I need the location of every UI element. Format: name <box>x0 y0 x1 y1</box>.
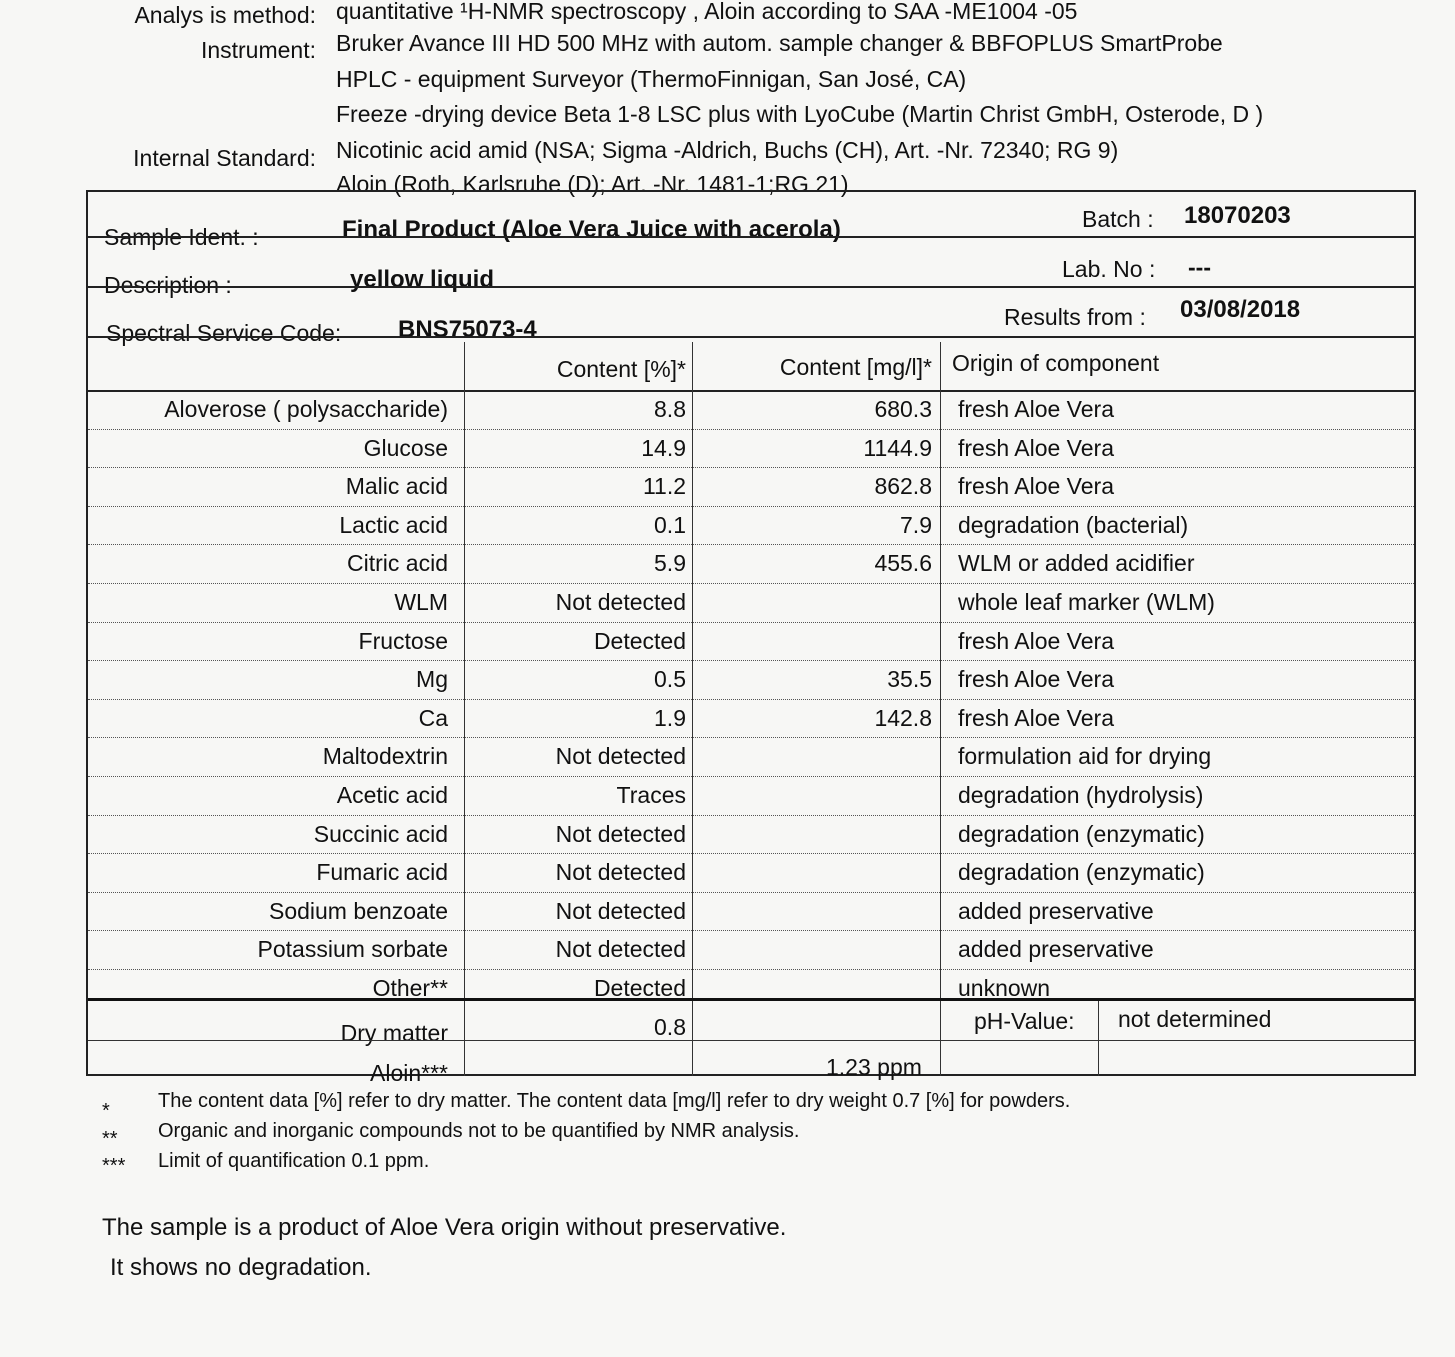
component-name: Ca <box>418 704 448 731</box>
content-pct: Not detected <box>555 743 686 770</box>
header-content-mg: Content [mg/l]* <box>779 354 932 380</box>
component-name: Maltodextrin <box>322 743 448 770</box>
component-origin: degradation (enzymatic) <box>958 859 1205 886</box>
results-table <box>86 190 1416 1086</box>
footnote-1-text: The content data [%] refer to dry matter. The content data [mg/l] refer to dry weight 0.7 [%] for powders. <box>158 1090 1071 1112</box>
component-name: Fumaric acid <box>316 859 448 886</box>
content-mg: 142.8 <box>874 704 932 731</box>
instrument-label: Instrument: <box>200 37 316 63</box>
description-value: yellow liquid <box>350 266 495 293</box>
conclusion-line-1: The sample is a product of Aloe Vera origin without preservative. <box>102 1214 787 1241</box>
component-origin: fresh Aloe Vera <box>958 473 1114 500</box>
component-origin: WLM or added acidifier <box>958 550 1195 577</box>
content-pct: 5.9 <box>654 550 686 577</box>
content-pct: 14.9 <box>641 434 686 461</box>
header-origin: Origin of component <box>952 350 1160 376</box>
lab-no-value: --- <box>1188 254 1211 280</box>
component-origin: added preservative <box>958 936 1154 963</box>
dry-matter-label: Dry matter <box>340 1020 448 1046</box>
component-origin: formulation aid for drying <box>958 743 1212 770</box>
header-content-pct: Content [%]* <box>556 356 686 382</box>
component-name: Potassium sorbate <box>257 936 448 963</box>
spectral-code-label: Spectral Service Code: <box>106 320 342 346</box>
footnote-2-text: Organic and inorganic compounds not to be quantified by NMR analysis. <box>158 1120 800 1142</box>
standard-line-1: Nicotinic acid amid (NSA; Sigma -Aldrich, Buchs (CH), Art. -Nr. 72340; RG 9) <box>336 137 1119 163</box>
component-origin: fresh Aloe Vera <box>958 704 1114 731</box>
component-origin: unknown <box>958 975 1051 1001</box>
content-mg: 680.3 <box>874 396 932 422</box>
component-origin: degradation (bacterial) <box>958 511 1189 538</box>
instrument-line-1: Bruker Avance III HD 500 MHz with autom. sample changer & BBFOPLUS SmartProbe <box>336 30 1223 56</box>
component-name: Acetic acid <box>336 782 448 808</box>
component-origin: fresh Aloe Vera <box>958 434 1114 461</box>
content-pct: 0.5 <box>654 666 686 693</box>
content-mg: 35.5 <box>887 666 932 693</box>
component-name: WLM <box>394 589 448 615</box>
batch-value: 18070203 <box>1184 202 1291 229</box>
ph-value: not determined <box>1118 1006 1272 1032</box>
content-pct: Not detected <box>555 589 686 615</box>
spectral-code-value: BNS75073-4 <box>398 316 537 343</box>
component-name: Lactic acid <box>339 511 448 538</box>
component-origin: fresh Aloe Vera <box>958 396 1114 422</box>
content-pct: Detected <box>593 975 686 1001</box>
aloin-value: 1.23 ppm <box>826 1054 922 1080</box>
footnote-1-mark: * <box>102 1100 110 1122</box>
component-name: Mg <box>416 666 448 693</box>
method-value: quantitative ¹H-NMR spectroscopy , Aloin according to SAA -ME1004 -05 <box>336 0 1078 24</box>
content-pct: 8.8 <box>654 396 686 422</box>
component-name: Citric acid <box>347 550 448 577</box>
content-pct: Not detected <box>555 936 686 963</box>
aloin-label: Aloin*** <box>370 1060 448 1086</box>
method-label: Analys is method: <box>134 2 316 28</box>
component-name: Aloverose ( polysaccharide) <box>164 396 448 422</box>
results-from-value: 03/08/2018 <box>1180 296 1301 323</box>
content-mg <box>700 776 932 815</box>
instrument-line-3: Freeze -drying device Beta 1-8 LSC plus with LyoCube (Martin Christ GmbH, Osterode, D ) <box>336 101 1264 127</box>
component-origin: fresh Aloe Vera <box>958 627 1114 654</box>
lab-no-label: Lab. No : <box>1062 256 1156 282</box>
sample-ident-label: Sample Ident. : <box>104 224 259 250</box>
content-mg: 862.8 <box>874 473 932 500</box>
component-name: Succinic acid <box>313 820 448 847</box>
component-name: Malic acid <box>345 473 448 500</box>
component-origin: degradation (enzymatic) <box>958 820 1205 847</box>
component-origin: added preservative <box>958 897 1154 924</box>
content-mg <box>700 622 932 661</box>
content-mg <box>700 892 932 931</box>
content-pct: Not detected <box>555 820 686 847</box>
batch-label: Batch : <box>1082 206 1154 232</box>
content-mg <box>700 930 932 969</box>
component-origin: degradation (hydrolysis) <box>958 782 1204 808</box>
conclusion-line-2: It shows no degradation. <box>110 1254 372 1281</box>
content-mg: 1144.9 <box>863 434 932 461</box>
footnote-2-mark: ** <box>102 1128 118 1150</box>
content-mg <box>700 969 932 1008</box>
content-mg <box>700 583 932 622</box>
content-pct: Traces <box>616 782 686 808</box>
content-pct: 11.2 <box>642 473 686 500</box>
instrument-line-2: HPLC - equipment Surveyor (ThermoFinnigan, San José, CA) <box>336 66 967 92</box>
content-pct: 0.1 <box>654 511 686 538</box>
content-mg: 7.9 <box>900 511 932 538</box>
content-pct: Not detected <box>555 897 686 924</box>
component-name: Glucose <box>363 434 448 461</box>
standard-label: Internal Standard: <box>133 145 316 171</box>
component-name: Fructose <box>358 627 448 654</box>
content-mg: 455.6 <box>874 550 932 577</box>
component-origin: whole leaf marker (WLM) <box>958 589 1215 615</box>
sample-ident-value: Final Product (Aloe Vera Juice with acerola) <box>342 216 841 243</box>
component-name: Other** <box>372 975 448 1001</box>
content-pct: Not detected <box>555 859 686 886</box>
content-pct: Detected <box>593 627 686 654</box>
content-pct: 1.9 <box>654 704 686 731</box>
content-mg <box>700 815 932 854</box>
standard-line-2: Aloin (Roth, Karlsruhe (D); Art. -Nr. 1481-1;RG 21) <box>336 171 849 197</box>
ph-label: pH-Value: <box>974 1008 1075 1034</box>
dry-matter-value: 0.8 <box>654 1014 686 1040</box>
content-mg <box>700 853 932 892</box>
content-mg <box>700 737 932 776</box>
component-origin: fresh Aloe Vera <box>958 666 1114 693</box>
footnote-3-text: Limit of quantification 0.1 ppm. <box>158 1150 430 1172</box>
footnote-3-mark: *** <box>102 1155 126 1177</box>
component-name: Sodium benzoate <box>268 897 448 924</box>
description-label: Description : <box>104 272 232 298</box>
results-from-label: Results from : <box>1004 304 1146 330</box>
